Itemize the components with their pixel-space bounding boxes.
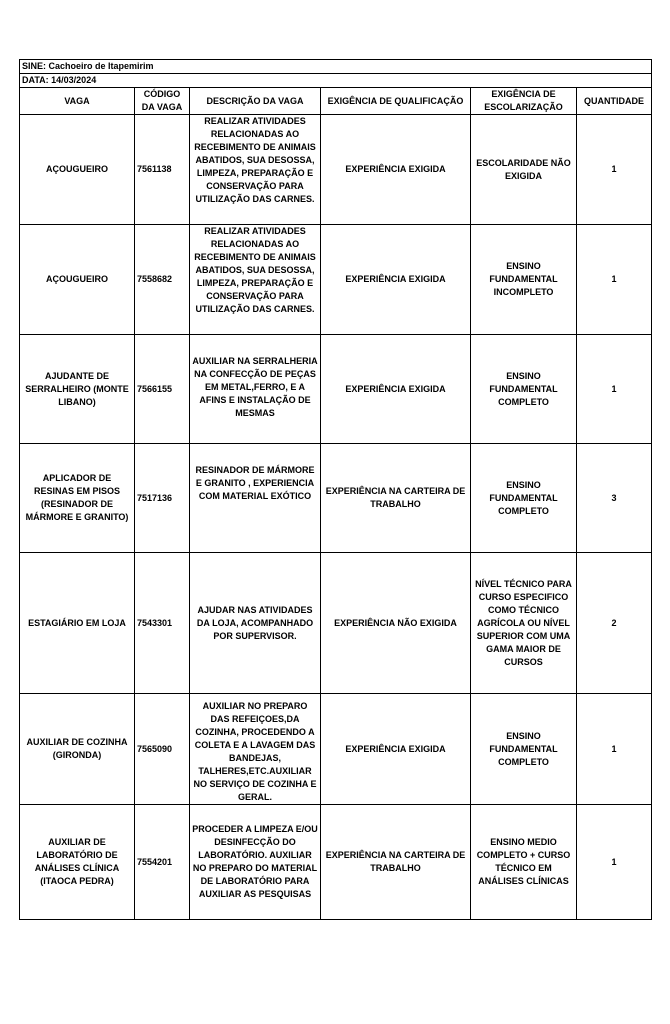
vaga-cell: AÇOUGUEIRO — [20, 225, 135, 335]
col-descricao: DESCRIÇÃO DA VAGA — [190, 88, 321, 115]
qualificacao-cell: EXPERIÊNCIA NÃO EXIGIDA — [321, 553, 471, 694]
table-row — [20, 553, 652, 694]
codigo-cell: 7543301 — [135, 553, 190, 694]
qualificacao-cell: EXPERIÊNCIA EXIGIDA — [321, 335, 471, 444]
descricao-cell: REALIZAR ATIVIDADES RELACIONADAS AO RECEBIMENTO DE ANIMAIS ABATIDOS, SUA DESOSSA, LIMPEZA, PREPARAÇÃO E CONSERVAÇÃO PARA UTILIZAÇÃO DAS CARNES. — [190, 225, 321, 335]
vaga-cell: AÇOUGUEIRO — [20, 115, 135, 225]
qualificacao-cell: EXPERIÊNCIA EXIGIDA — [321, 694, 471, 805]
sine-header: SINE: Cachoeiro de Itapemirim — [20, 60, 652, 74]
descricao-cell: RESINADOR DE MÁRMORE E GRANITO , EXPERIENCIA COM MATERIAL EXÓTICO — [190, 444, 321, 553]
escolarizacao-cell: ENSINO FUNDAMENTAL COMPLETO — [471, 444, 577, 553]
vaga-cell: ESTAGIÁRIO EM LOJA — [20, 553, 135, 694]
table-row — [20, 115, 652, 225]
table-row — [20, 444, 652, 553]
table-row — [20, 805, 652, 920]
escolarizacao-cell: NÍVEL TÉCNICO PARA CURSO ESPECIFICO COMO TÉCNICO AGRÍCOLA OU NÍVEL SUPERIOR COM UMA GAMA MAIOR DE CURSOS — [471, 553, 577, 694]
codigo-cell: 7517136 — [135, 444, 190, 553]
quantidade-cell: 1 — [577, 694, 652, 805]
escolarizacao-cell: ESCOLARIDADE NÃO EXIGIDA — [471, 115, 577, 225]
quantidade-cell: 2 — [577, 553, 652, 694]
codigo-cell: 7558682 — [135, 225, 190, 335]
vaga-cell: APLICADOR DE RESINAS EM PISOS (RESINADOR DE MÁRMORE E GRANITO) — [20, 444, 135, 553]
descricao-cell: AUXILIAR NO PREPARO DAS REFEIÇOES,DA COZINHA, PROCEDENDO A COLETA E A LAVAGEM DAS BANDEJAS, TALHERES,ETC.AUXILIAR NO SERVIÇO DE COZINHA E GERAL. — [190, 694, 321, 805]
qualificacao-cell: EXPERIÊNCIA NA CARTEIRA DE TRABALHO — [321, 805, 471, 920]
descricao-cell: REALIZAR ATIVIDADES RELACIONADAS AO RECEBIMENTO DE ANIMAIS ABATIDOS, SUA DESOSSA, LIMPEZA, PREPARAÇÃO E CONSERVAÇÃO PARA UTILIZAÇÃO DAS CARNES. — [190, 115, 321, 225]
codigo-cell: 7554201 — [135, 805, 190, 920]
descricao-cell: PROCEDER A LIMPEZA E/OU DESINFECÇÃO DO LABORATÓRIO. AUXILIAR NO PREPARO DO MATERIAL DE LABORATÓRIO PARA AUXILIAR AS PESQUISAS — [190, 805, 321, 920]
quantidade-cell: 1 — [577, 115, 652, 225]
codigo-cell: 7566155 — [135, 335, 190, 444]
vaga-cell: AUXILIAR DE LABORATÓRIO DE ANÁLISES CLÍNICA (ITAOCA PEDRA) — [20, 805, 135, 920]
table-row — [20, 225, 652, 335]
descricao-cell: AJUDAR NAS ATIVIDADES DA LOJA, ACOMPANHADO POR SUPERVISOR. — [190, 553, 321, 694]
codigo-cell: 7561138 — [135, 115, 190, 225]
escolarizacao-cell: ENSINO FUNDAMENTAL COMPLETO — [471, 694, 577, 805]
codigo-cell: 7565090 — [135, 694, 190, 805]
qualificacao-cell: EXPERIÊNCIA EXIGIDA — [321, 115, 471, 225]
table-row — [20, 335, 652, 444]
descricao-cell: AUXILIAR NA SERRALHERIA NA CONFECÇÃO DE PEÇAS EM METAL,FERRO, E A AFINS E INSTALAÇÃO DE MESMAS — [190, 335, 321, 444]
date-header: DATA: 14/03/2024 — [20, 74, 652, 88]
qualificacao-cell: EXPERIÊNCIA NA CARTEIRA DE TRABALHO — [321, 444, 471, 553]
col-quantidade: QUANTIDADE — [577, 88, 652, 115]
col-codigo: CÓDIGO DA VAGA — [135, 88, 190, 115]
quantidade-cell: 3 — [577, 444, 652, 553]
col-escolarizacao: EXIGÊNCIA DE ESCOLARIZAÇÃO — [471, 88, 577, 115]
quantidade-cell: 1 — [577, 805, 652, 920]
escolarizacao-cell: ENSINO FUNDAMENTAL INCOMPLETO — [471, 225, 577, 335]
vaga-cell: AJUDANTE DE SERRALHEIRO (MONTE LIBANO) — [20, 335, 135, 444]
col-qualificacao: EXIGÊNCIA DE QUALIFICAÇÃO — [321, 88, 471, 115]
quantidade-cell: 1 — [577, 335, 652, 444]
qualificacao-cell: EXPERIÊNCIA EXIGIDA — [321, 225, 471, 335]
escolarizacao-cell: ENSINO FUNDAMENTAL COMPLETO — [471, 335, 577, 444]
job-vacancies-table — [19, 59, 652, 920]
quantidade-cell: 1 — [577, 225, 652, 335]
col-vaga: VAGA — [20, 88, 135, 115]
escolarizacao-cell: ENSINO MEDIO COMPLETO + CURSO TÉCNICO EM ANÁLISES CLÍNICAS — [471, 805, 577, 920]
vaga-cell: AUXILIAR DE COZINHA (GIRONDA) — [20, 694, 135, 805]
table-row — [20, 694, 652, 805]
